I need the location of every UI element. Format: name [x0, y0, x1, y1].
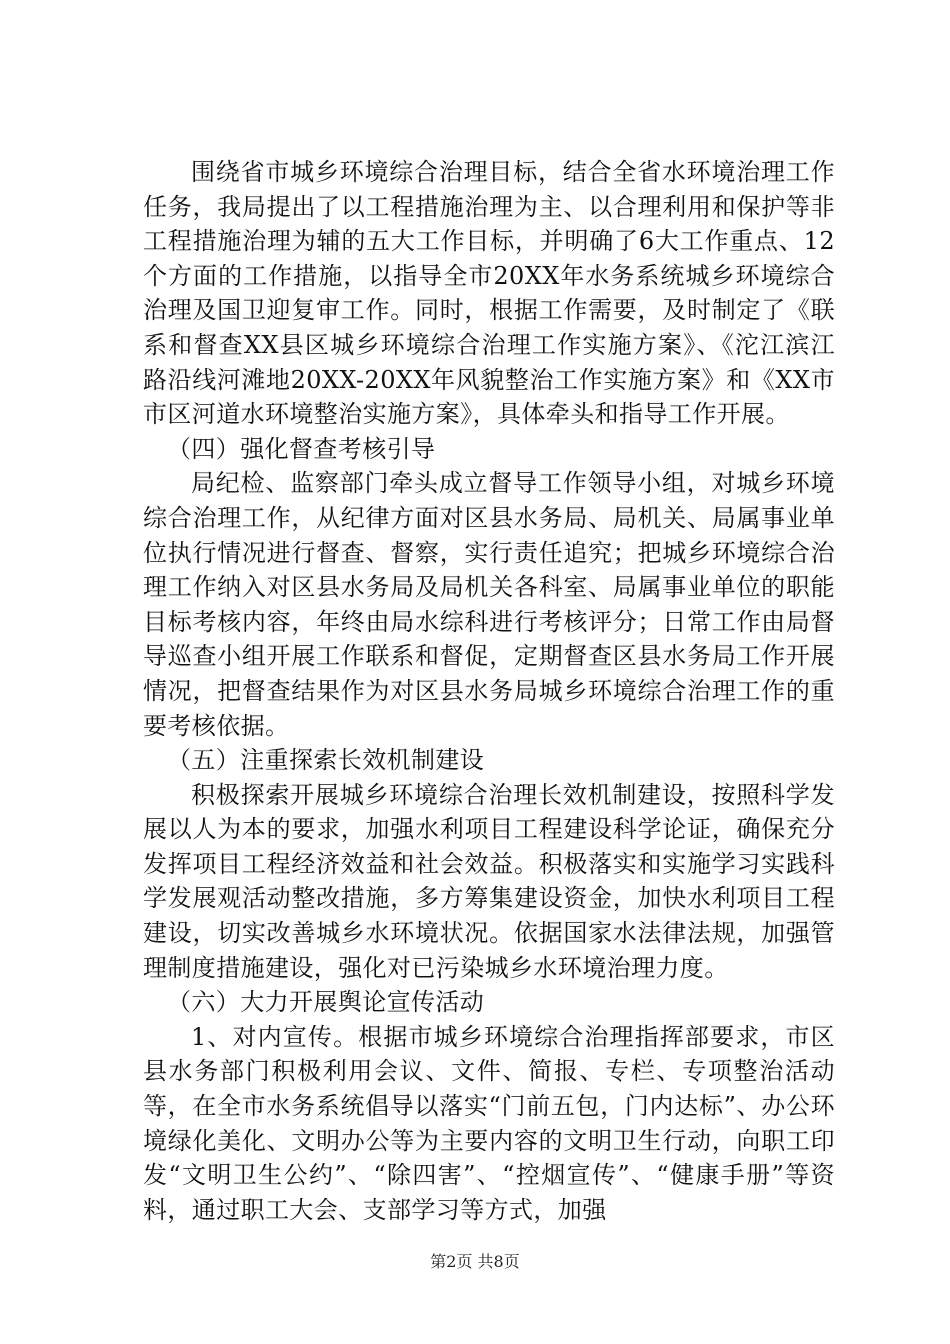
heading-publicity: （六）大力开展舆论宣传活动 [167, 988, 485, 1017]
document-body [143, 155, 835, 1227]
paragraph-internal-publicity: 1、对内宣传。根据市城乡环境综合治理指挥部要求，市区县水务部门积极利用会议、文件、简报、专栏、专项整治活动等，在全市水务系统倡导以落实“门前五包，门内达标”、办公环境绿化美化、文明办公等为主要内容的文明卫生行动，向职工印发“文明卫生公约”、“除四害”、“控烟宣传”、“健康手册”等资料，通过职工大会、支部学习等方式，加强 [143, 1022, 835, 1224]
paragraph-work-targets: 围绕省市城乡环境综合治理目标，结合全省水环境治理工作任务，我局提出了以工程措施治理为主、以合理利用和保护等非工程措施治理为辅的五大工作目标，并明确了6大工作重点、12个方面的工作措施，以指导全市20XX年水务系统城乡环境综合治理及国卫迎复审工作。同时，根据工作需要，及时制定了《联系和督查XX县区城乡环境综合治理工作实施方案》、《沱江滨江路沿线河滩地20XX-20XX年风貌整治工作实施方案》和《XX市市区河道水环境整治实施方案》，具体牵头和指导工作开展。 [143, 158, 835, 429]
paragraph-long-term-mechanism: 积极探索开展城乡环境综合治理长效机制建设，按照科学发展以人为本的要求，加强水利项目工程建设科学论证，确保充分发挥项目工程经济效益和社会效益。积极落实和实施学习实践科学发展观活动整改措施，多方筹集建设资金，加快水利项目工程建设，切实改善城乡水环境状况。依据国家水法律法规，加强管理制度措施建设，强化对已污染城乡水环境治理力度。 [143, 780, 835, 982]
page-footer: 第2页 共8页 [430, 1252, 520, 1271]
heading-supervision: （四）强化督查考核引导 [167, 434, 436, 463]
heading-long-term-mechanism: （五）注重探索长效机制建设 [167, 746, 485, 775]
paragraph-supervision: 局纪检、监察部门牵头成立督导工作领导小组，对城乡环境综合治理工作，从纪律方面对区县水务局、局机关、局属事业单位执行情况进行督查、督察，实行责任追究；把城乡环境综合治理工作纳入对区县水务局及局机关各科室、局属事业单位的职能目标考核内容，年终由局水综科进行考核评分；日常工作由局督导巡查小组开展工作联系和督促，定期督查区县水务局工作开展情况，把督查结果作为对区县水务局城乡环境综合治理工作的重要考核依据。 [143, 469, 835, 740]
